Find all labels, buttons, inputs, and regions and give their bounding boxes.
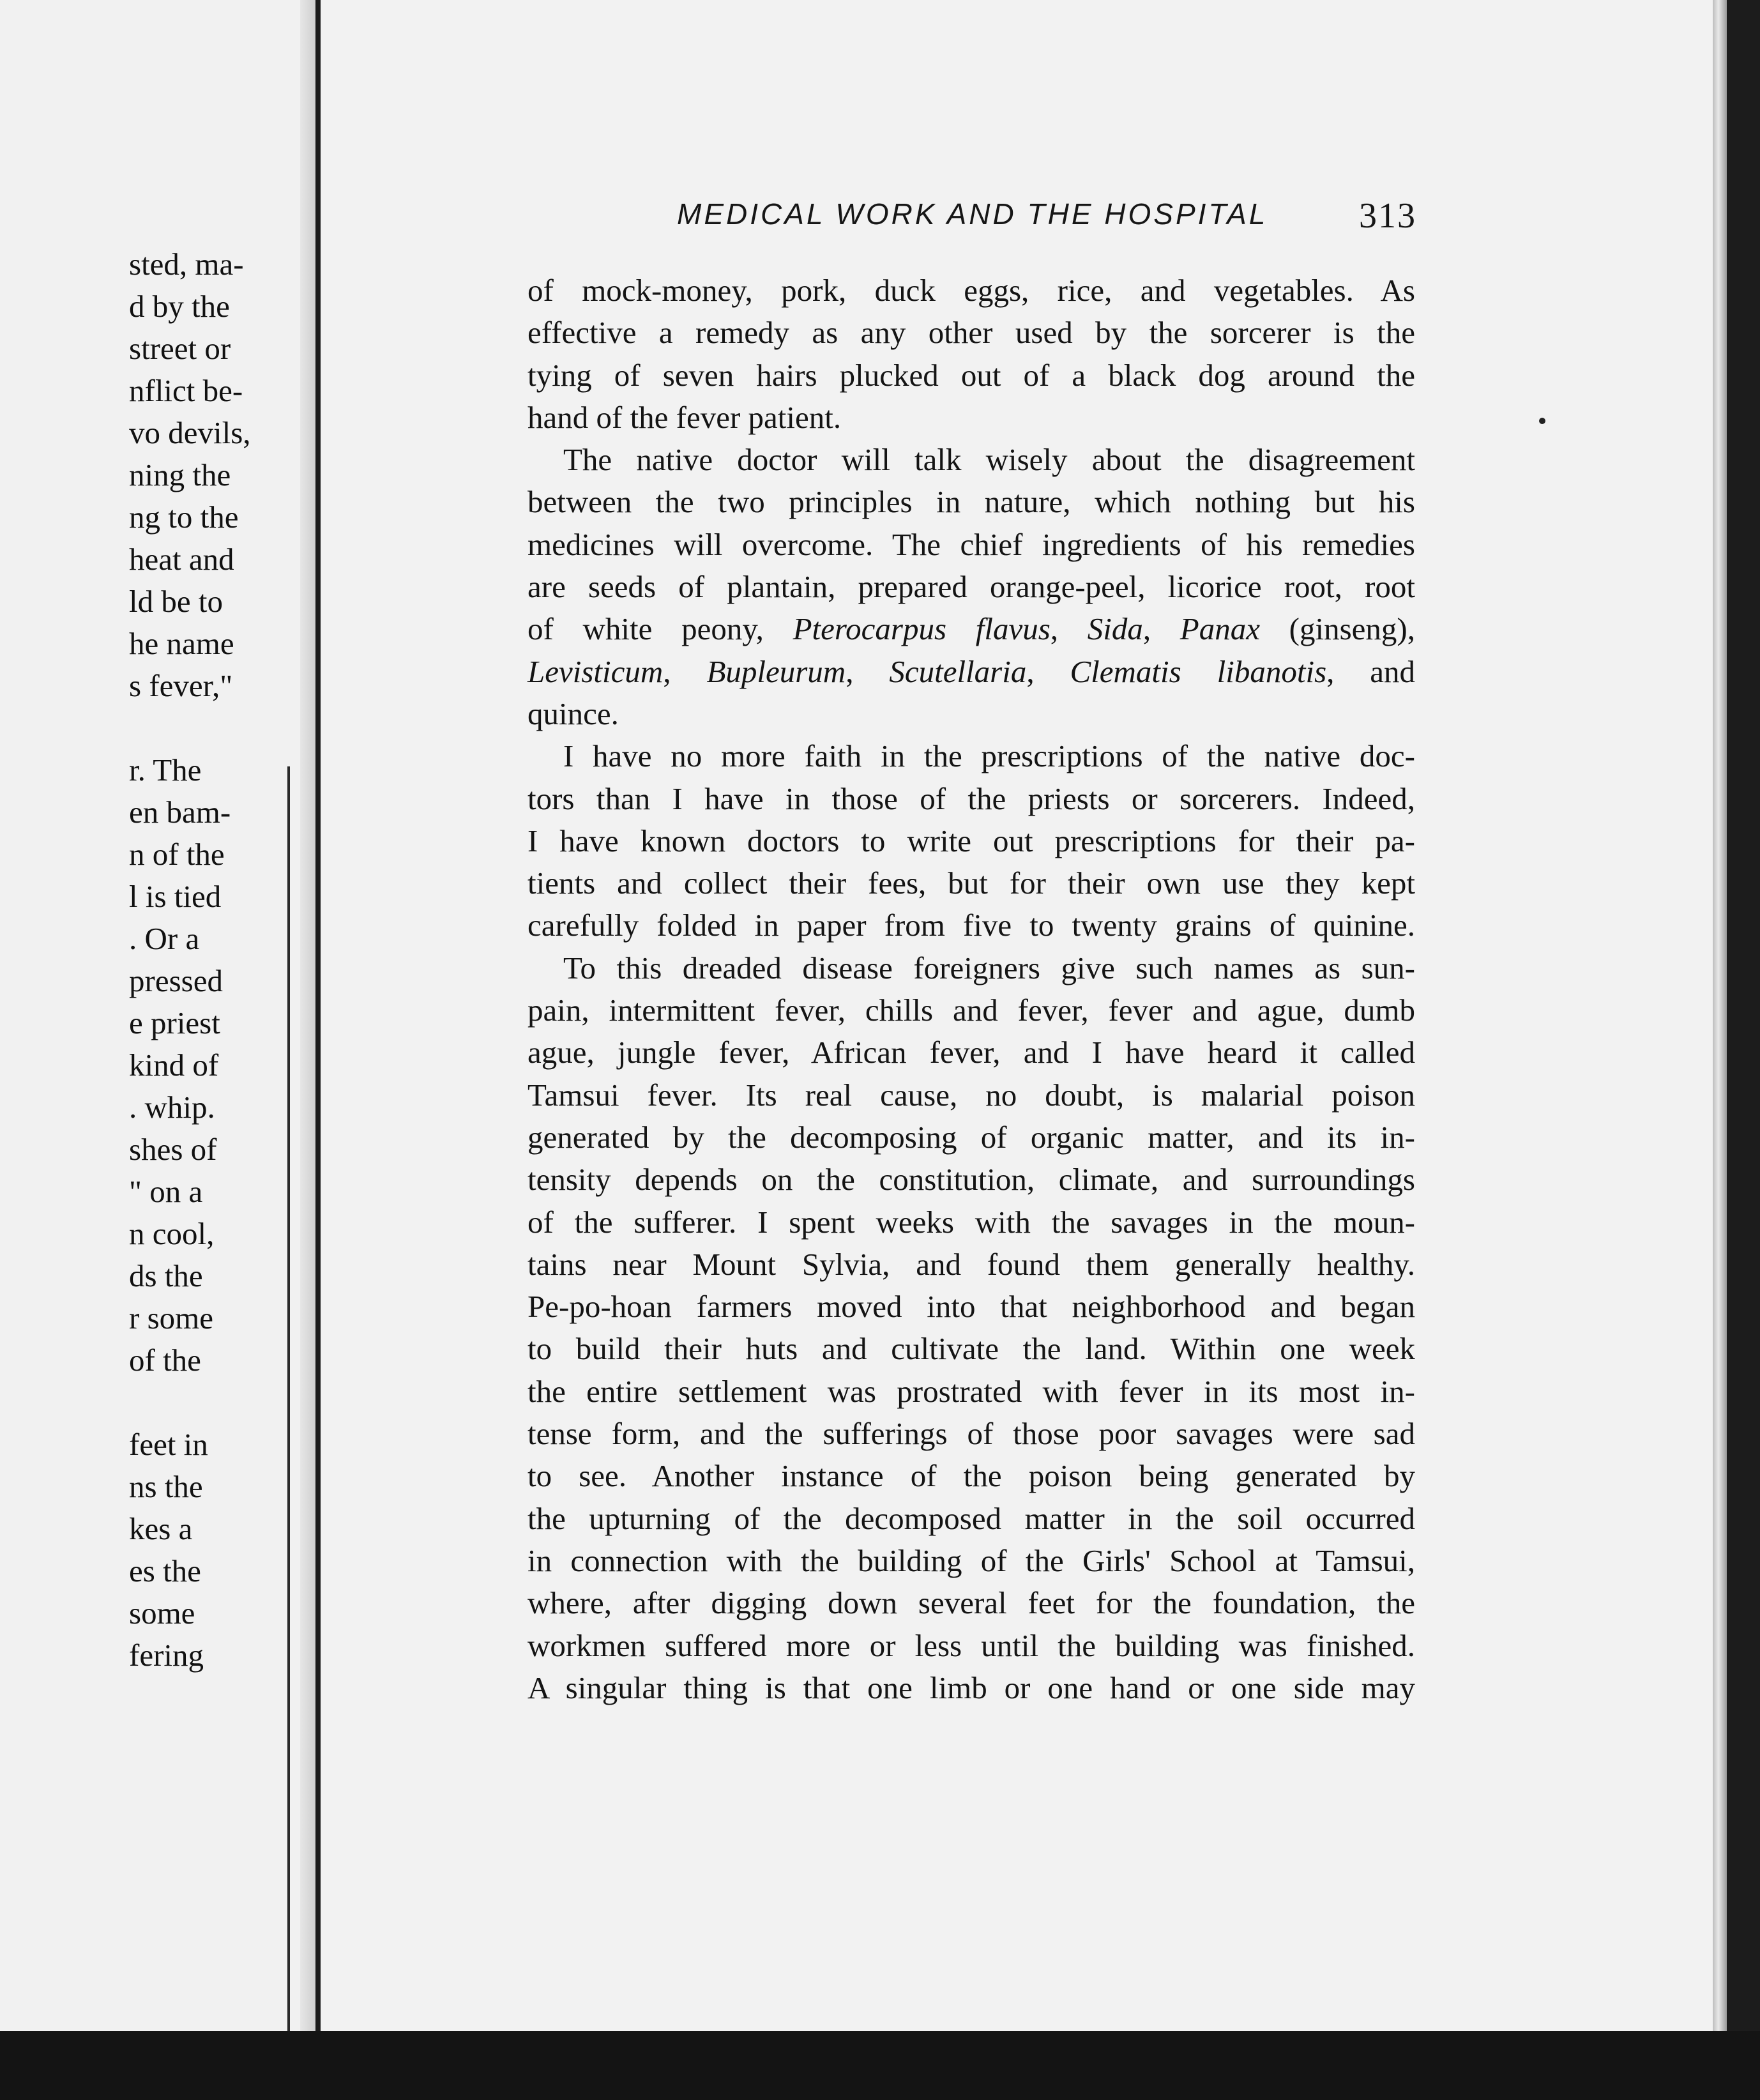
- left-line: ning the: [129, 457, 231, 492]
- speck-mark: [1539, 418, 1545, 424]
- left-line: ld be to: [129, 584, 223, 619]
- left-line: kes a: [129, 1511, 193, 1546]
- left-line: street or: [129, 331, 231, 366]
- left-line: feet in: [129, 1427, 208, 1462]
- text-line: tients and collect their fees, but for their own use they kept: [527, 865, 1415, 901]
- left-line: sted, ma-: [129, 247, 244, 282]
- left-line: . Or a: [129, 921, 200, 956]
- text-line: Tamsui fever. Its real cause, no doubt, is malarial poison: [527, 1077, 1415, 1113]
- left-line: ng to the: [129, 499, 239, 535]
- text-line: are seeds of plantain, prepared orange-peel, licorice root, root: [527, 569, 1415, 605]
- left-line: n cool,: [129, 1216, 215, 1251]
- text-line: the upturning of the decomposed matter in the soil occurred: [527, 1500, 1415, 1536]
- left-line: " on a: [129, 1174, 203, 1209]
- text-line: tains near Mount Sylvia, and found them generally healthy.: [527, 1246, 1415, 1282]
- left-line: e priest: [129, 1005, 220, 1040]
- left-line: he name: [129, 626, 234, 661]
- text-line: workmen suffered more or less until the building was finished.: [527, 1627, 1415, 1663]
- text-line: pain, intermittent fever, chills and fever, fever and ague, dumb: [527, 993, 1415, 1028]
- text-line: the entire settlement was prostrated with fever in its most in-: [527, 1373, 1415, 1409]
- text-line: Pe-po-hoan farmers moved into that neighborhood and began: [527, 1289, 1415, 1325]
- left-line: some: [129, 1595, 195, 1631]
- left-line: of the: [129, 1343, 201, 1378]
- text-line: medicines will overcome. The chief ingredients of his remedies: [527, 526, 1415, 562]
- left-line: vo devils,: [129, 415, 251, 450]
- text-line: tying of seven hairs plucked out of a black dog around the: [527, 357, 1415, 393]
- text-line: to see. Another instance of the poison being generated by: [527, 1458, 1415, 1494]
- text-line: of the sufferer. I spent weeks with the savages in the moun-: [527, 1204, 1415, 1240]
- left-line: kind of: [129, 1047, 219, 1083]
- text-line: in connection with the building of the Girls' School at Tamsui,: [527, 1542, 1415, 1578]
- text-line: tense form, and the sufferings of those poor savages were sad: [527, 1416, 1415, 1452]
- running-head: MEDICAL WORK AND THE HOSPITAL: [677, 197, 1268, 231]
- left-line: n of the: [129, 837, 225, 872]
- left-line: . whip.: [129, 1090, 215, 1125]
- left-page: [0, 0, 300, 2031]
- text-line: generated by the decomposing of organic matter, and its in-: [527, 1119, 1415, 1155]
- text-line: ague, jungle fever, African fever, and I have heard it called: [527, 1035, 1415, 1070]
- text-line: I have no more faith in the prescriptions of the native doc-: [563, 738, 1415, 774]
- text-line: where, after digging down several feet for the foundation, the: [527, 1585, 1415, 1621]
- gutter-fold-line: [287, 766, 290, 2031]
- page-edge: [1713, 0, 1727, 2031]
- left-line: nflict be-: [129, 373, 243, 408]
- text-line: to build their huts and cultivate the land. Within one week: [527, 1331, 1415, 1367]
- left-line: en bam-: [129, 795, 231, 830]
- left-line: pressed: [129, 963, 223, 998]
- left-line: shes of: [129, 1132, 217, 1167]
- left-line: ds the: [129, 1258, 203, 1293]
- left-line: d by the: [129, 289, 230, 324]
- left-line: s fever,": [129, 668, 233, 703]
- text-line: of mock-money, pork, duck eggs, rice, and vegetables. As: [527, 273, 1415, 308]
- text-line: of white peony, Pterocarpus flavus, Sida, Panax (ginseng),: [527, 611, 1415, 647]
- left-line: fering: [129, 1638, 204, 1673]
- text-line: A singular thing is that one limb or one hand or one side may: [527, 1670, 1415, 1705]
- book-cover-edge: [1727, 0, 1760, 2100]
- text-line: tors than I have in those of the priests or sorcerers. Indeed,: [527, 780, 1415, 816]
- left-line: l is tied: [129, 879, 222, 914]
- text-line: between the two principles in nature, which nothing but his: [527, 484, 1415, 520]
- left-line: es the: [129, 1553, 201, 1588]
- text-line: The native doctor will talk wisely about the disagreement: [563, 442, 1415, 478]
- page-number: 313: [1359, 196, 1416, 236]
- text-line: carefully folded in paper from five to twenty grains of quinine.: [527, 908, 1415, 943]
- page-body: [527, 270, 1415, 1709]
- text-line: quince.: [527, 696, 619, 731]
- text-line: hand of the fever patient.: [527, 399, 842, 435]
- scan-bottom-border: [0, 2031, 1760, 2100]
- text-line: effective a remedy as any other used by the sorcerer is the: [527, 315, 1415, 351]
- gutter-spine-line: [315, 0, 321, 2031]
- text-line: I have known doctors to write out prescriptions for their pa-: [527, 823, 1415, 858]
- left-line: ns the: [129, 1469, 203, 1504]
- left-line: r some: [129, 1300, 213, 1335]
- text-line: tensity depends on the constitution, climate, and surroundings: [527, 1162, 1415, 1198]
- text-line: Levisticum, Bupleurum, Scutellaria, Clematis libanotis, and: [527, 653, 1416, 689]
- text-line: To this dreaded disease foreigners give such names as sun-: [563, 950, 1415, 985]
- left-line: heat and: [129, 542, 234, 577]
- left-line: r. The: [129, 752, 202, 788]
